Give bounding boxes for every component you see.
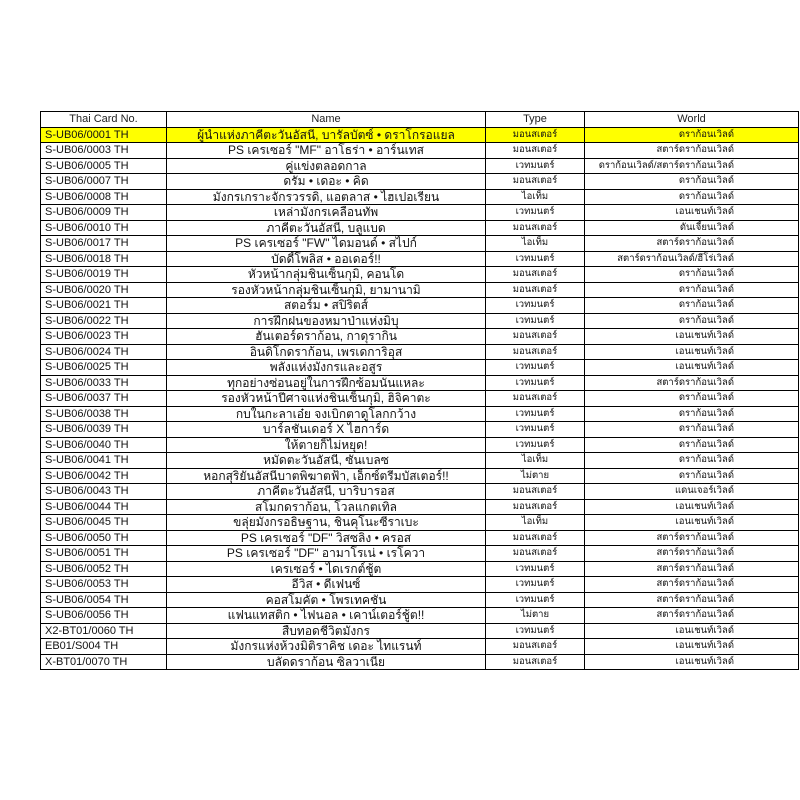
card-name-cell: ให้ตายก็ไม่หยุด! [167,437,486,453]
card-world-cell: ดราก้อนเวิลด์ [585,313,799,329]
card-world-cell: เอนเชนท์เวิลด์ [585,329,799,345]
card-world-cell: แดนเจอร์เวิลด์ [585,484,799,500]
card-name-cell: สตอร์ม • สปิริตส์ [167,298,486,314]
card-name-cell: ผู้นำแห่งภาคีตะวันอัสนี, บารัลบัตซ์ • ดราโกรอแยล [167,127,486,143]
card-name-cell: PS เครเซอร์ "DF" อามาโรเน่ • เรโควา [167,546,486,562]
table-row [41,189,799,205]
card-name-cell: สืบทอดชีวิตมังกร [167,623,486,639]
card-type-cell: เวทมนตร์ [486,422,585,438]
card-number-cell: S-UB06/0042 TH [41,468,167,484]
card-number-cell: S-UB06/0051 TH [41,546,167,562]
card-world-cell: ดราก้อนเวิลด์ [585,391,799,407]
card-number-cell: S-UB06/0001 TH [41,127,167,143]
table-row [41,639,799,655]
card-name-cell: หอกสุริยันอัสนีบาตพิฆาตฟ้า, เอ็กซ์ตรีมบัสเตอร์!! [167,468,486,484]
table-row [41,515,799,531]
table-row [41,546,799,562]
card-number-cell: S-UB06/0023 TH [41,329,167,345]
card-world-cell: สตาร์ดราก้อนเวิลด์ [585,143,799,159]
card-name-cell: คอสโมคัต • โพรเทคชัน [167,592,486,608]
card-number-cell: S-UB06/0053 TH [41,577,167,593]
card-world-cell: ดราก้อนเวิลด์/สตาร์ดราก้อนเวิลด์ [585,158,799,174]
card-type-cell: มอนสเตอร์ [486,546,585,562]
card-world-cell: สตาร์ดราก้อนเวิลด์ [585,530,799,546]
card-world-cell: ดราก้อนเวิลด์ [585,422,799,438]
card-world-cell: ดันเจี้ยนเวิลด์ [585,220,799,236]
card-number-cell: S-UB06/0050 TH [41,530,167,546]
header-card-no: Thai Card No. [41,112,167,128]
card-name-cell: ดรัม • เดอะ • คิด [167,174,486,190]
card-number-cell: S-UB06/0008 TH [41,189,167,205]
header-type: Type [486,112,585,128]
card-world-cell: สตาร์ดราก้อนเวิลด์ [585,546,799,562]
card-name-cell: การฝึกฝนของหมาป่าแห่งมิบุ [167,313,486,329]
card-number-cell: S-UB06/0039 TH [41,422,167,438]
card-number-cell: S-UB06/0054 TH [41,592,167,608]
card-type-cell: มอนสเตอร์ [486,267,585,283]
card-number-cell: S-UB06/0007 TH [41,174,167,190]
table-row [41,484,799,500]
table-row [41,344,799,360]
card-type-cell: ไอเท็ม [486,189,585,205]
card-world-cell: เอนเชนท์เวิลด์ [585,344,799,360]
card-type-cell: เวทมนตร์ [486,375,585,391]
card-list-table [40,111,799,670]
card-number-cell: S-UB06/0038 TH [41,406,167,422]
card-type-cell: มอนสเตอร์ [486,484,585,500]
table-row [41,608,799,624]
table-row [41,360,799,376]
card-world-cell: ดราก้อนเวิลด์ [585,282,799,298]
card-number-cell: S-UB06/0033 TH [41,375,167,391]
card-world-cell: ดราก้อนเวิลด์ [585,468,799,484]
card-number-cell: S-UB06/0052 TH [41,561,167,577]
card-number-cell: S-UB06/0009 TH [41,205,167,221]
card-name-cell: เหล่ามังกรเคลื่อนทัพ [167,205,486,221]
card-world-cell: เอนเชนท์เวิลด์ [585,654,799,670]
card-name-cell: รองหัวหน้าปีศาจแห่งชินเซ็นกุมิ, ฮิจิคาตะ [167,391,486,407]
card-type-cell: ไอเท็ม [486,515,585,531]
card-number-cell: S-UB06/0040 TH [41,437,167,453]
card-name-cell: พลังแห่งมังกรและอสูร [167,360,486,376]
card-type-cell: ไอเท็ม [486,236,585,252]
table-row [41,391,799,407]
card-type-cell: เวทมนตร์ [486,158,585,174]
card-name-cell: มังกรแห่งห้วงมิติราคิช เดอะ ไทแรนท์ [167,639,486,655]
card-name-cell: มังกรเกราะจักรวรรดิ, แอตลาส • ไฮเปอเรียน [167,189,486,205]
table-row [41,499,799,515]
card-world-cell: สตาร์ดราก้อนเวิลด์ [585,608,799,624]
card-number-cell: S-UB06/0024 TH [41,344,167,360]
table-row [41,654,799,670]
table-row [41,205,799,221]
table-row [41,530,799,546]
table-row [41,577,799,593]
card-world-cell: สตาร์ดราก้อนเวิลด์ [585,592,799,608]
card-world-cell: สตาร์ดราก้อนเวิลด์ [585,561,799,577]
table-row [41,422,799,438]
card-name-cell: บาร์ลชันเดอร์ X ไฮการ์ด [167,422,486,438]
card-type-cell: เวทมนตร์ [486,360,585,376]
card-name-cell: ฮันเตอร์ดราก้อน, กาดุรากิน [167,329,486,345]
card-name-cell: ภาคีตะวันอัสนี, บลูแบด [167,220,486,236]
card-type-cell: ไอเท็ม [486,453,585,469]
card-type-cell: เวทมนตร์ [486,592,585,608]
card-world-cell: สตาร์ดราก้อนเวิลด์/ฮีโร่เวิลด์ [585,251,799,267]
card-type-cell: เวทมนตร์ [486,205,585,221]
card-name-cell: บลัดดราก้อน ซิลวาเนีย [167,654,486,670]
card-number-cell: S-UB06/0022 TH [41,313,167,329]
card-type-cell: มอนสเตอร์ [486,654,585,670]
table-row [41,329,799,345]
card-number-cell: S-UB06/0020 TH [41,282,167,298]
table-row [41,406,799,422]
table-row [41,251,799,267]
card-name-cell: อินดิโกดราก้อน, เพรเดการิอุส [167,344,486,360]
card-number-cell: S-UB06/0010 TH [41,220,167,236]
table-row [41,220,799,236]
card-number-cell: S-UB06/0019 TH [41,267,167,283]
card-type-cell: เวทมนตร์ [486,313,585,329]
card-number-cell: X2-BT01/0060 TH [41,623,167,639]
card-number-cell: S-UB06/0041 TH [41,453,167,469]
card-world-cell: เอนเชนท์เวิลด์ [585,360,799,376]
card-world-cell: เอนเชนท์เวิลด์ [585,623,799,639]
card-name-cell: PS เครเซอร์ "DF" วิสซลิ่ง • ครอส [167,530,486,546]
card-type-cell: มอนสเตอร์ [486,174,585,190]
card-number-cell: S-UB06/0044 TH [41,499,167,515]
card-world-cell: ดราก้อนเวิลด์ [585,298,799,314]
card-name-cell: อีวิส • ดีเฟนซ์ [167,577,486,593]
card-type-cell: มอนสเตอร์ [486,329,585,345]
card-world-cell: ดราก้อนเวิลด์ [585,174,799,190]
card-type-cell: มอนสเตอร์ [486,530,585,546]
card-type-cell: มอนสเตอร์ [486,499,585,515]
card-type-cell: มอนสเตอร์ [486,282,585,298]
card-number-cell: S-UB06/0017 TH [41,236,167,252]
card-type-cell: เวทมนตร์ [486,577,585,593]
table-row [41,298,799,314]
card-number-cell: S-UB06/0018 TH [41,251,167,267]
card-type-cell: มอนสเตอร์ [486,143,585,159]
card-name-cell: กบในกะลาเอ๋ย จงเบิกตาดูโลกกว้าง [167,406,486,422]
header-row [41,112,799,128]
card-number-cell: S-UB06/0037 TH [41,391,167,407]
card-number-cell: S-UB06/0005 TH [41,158,167,174]
card-number-cell: S-UB06/0025 TH [41,360,167,376]
card-world-cell: สตาร์ดราก้อนเวิลด์ [585,577,799,593]
header-world: World [585,112,799,128]
card-number-cell: S-UB06/0003 TH [41,143,167,159]
card-number-cell: S-UB06/0021 TH [41,298,167,314]
card-world-cell: ดราก้อนเวิลด์ [585,453,799,469]
table-row [41,313,799,329]
header-name: Name [167,112,486,128]
card-name-cell: หมัดตะวันอัสนี, ซันเบลซ [167,453,486,469]
card-number-cell: EB01/S004 TH [41,639,167,655]
card-name-cell: คู่แข่งตลอดกาล [167,158,486,174]
card-type-cell: มอนสเตอร์ [486,639,585,655]
card-name-cell: เครเซอร์ • ไดเรกต์ชู้ต [167,561,486,577]
card-world-cell: เอนเชนท์เวิลด์ [585,205,799,221]
card-world-cell: ดราก้อนเวิลด์ [585,406,799,422]
card-type-cell: มอนสเตอร์ [486,344,585,360]
card-world-cell: สตาร์ดราก้อนเวิลด์ [585,236,799,252]
table-row [41,236,799,252]
card-name-cell: สโมกดราก้อน, โวลแกตเทิล [167,499,486,515]
table-row [41,174,799,190]
card-type-cell: เวทมนตร์ [486,406,585,422]
card-number-cell: S-UB06/0043 TH [41,484,167,500]
card-type-cell: เวทมนตร์ [486,251,585,267]
card-type-cell: มอนสเตอร์ [486,127,585,143]
card-name-cell: PS เครเซอร์ "FW" ไดมอนด์ • สไปก์ [167,236,486,252]
card-world-cell: เอนเชนท์เวิลด์ [585,515,799,531]
table-row [41,437,799,453]
table-row [41,282,799,298]
card-type-cell: เวทมนตร์ [486,437,585,453]
table-row [41,468,799,484]
card-name-cell: ทุกอย่างซ่อนอยู่ในการฝึกซ้อมนั่นแหละ [167,375,486,391]
card-name-cell: หัวหน้ากลุ่มชินเซ็นกุมิ, คอนโด [167,267,486,283]
table-row [41,592,799,608]
table-row [41,158,799,174]
card-type-cell: เวทมนตร์ [486,623,585,639]
card-world-cell: สตาร์ดราก้อนเวิลด์ [585,375,799,391]
card-name-cell: ขลุ่ยมังกรอธิษฐาน, ชินคุโนะซีราเบะ [167,515,486,531]
card-type-cell: ไม่ตาย [486,608,585,624]
card-name-cell: รองหัวหน้ากลุ่มชินเซ็นกุมิ, ยามานามิ [167,282,486,298]
card-type-cell: เวทมนตร์ [486,561,585,577]
card-world-cell: เอนเชนท์เวิลด์ [585,499,799,515]
table-row [41,143,799,159]
table-row [41,561,799,577]
table-row [41,127,799,143]
card-type-cell: เวทมนตร์ [486,298,585,314]
card-number-cell: S-UB06/0056 TH [41,608,167,624]
table-row [41,453,799,469]
card-world-cell: ดราก้อนเวิลด์ [585,127,799,143]
card-world-cell: ดราก้อนเวิลด์ [585,189,799,205]
card-number-cell: S-UB06/0045 TH [41,515,167,531]
table-row [41,623,799,639]
card-world-cell: ดราก้อนเวิลด์ [585,437,799,453]
card-type-cell: มอนสเตอร์ [486,391,585,407]
card-name-cell: ภาคีตะวันอัสนี, บาริบารอส [167,484,486,500]
card-world-cell: เอนเชนท์เวิลด์ [585,639,799,655]
card-type-cell: มอนสเตอร์ [486,220,585,236]
card-type-cell: ไม่ตาย [486,468,585,484]
card-name-cell: แฟนแทสติก • ไฟนอล • เคาน์เตอร์ชู้ต!! [167,608,486,624]
card-number-cell: X-BT01/0070 TH [41,654,167,670]
table-row [41,267,799,283]
card-name-cell: PS เครเซอร์ "MF" อาโธร่า • อาร์นเทส [167,143,486,159]
card-world-cell: ดราก้อนเวิลด์ [585,267,799,283]
table-row [41,375,799,391]
card-name-cell: บัดดี้โพลิส • ออเดอร์!! [167,251,486,267]
